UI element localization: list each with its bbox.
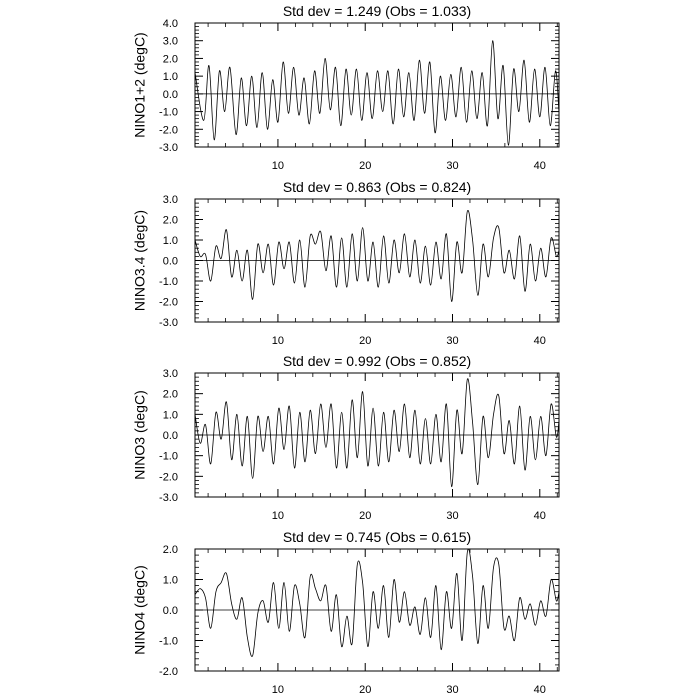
y-tick-label: 1.0	[162, 71, 178, 84]
y-tick-label: -3.0	[159, 317, 178, 329]
panel-title: Std dev = 0.863 (Obs = 0.824)	[282, 179, 472, 195]
x-tick-label: 20	[359, 335, 372, 347]
x-tick-label: 20	[359, 510, 372, 522]
y-tick-label: -2.0	[159, 666, 178, 678]
y-tick-label: 1.0	[162, 409, 178, 422]
panel-1	[132, 3, 559, 172]
panel-3	[132, 353, 559, 522]
y-tick-label: -3.0	[159, 492, 178, 504]
y-tick-label: 2.0	[162, 388, 178, 401]
y-axis-label: NINO3.4 (degC)	[131, 209, 148, 312]
x-tick-label: 20	[359, 160, 372, 172]
panel-4	[132, 529, 559, 696]
x-tick-label: 30	[446, 684, 459, 696]
series-line-1	[195, 41, 559, 146]
y-axis-label: NINO4 (degC)	[131, 565, 148, 655]
y-tick-label: -1.0	[159, 106, 178, 119]
x-tick-label: 30	[446, 335, 459, 347]
x-tick-label: 40	[533, 510, 546, 522]
y-tick-label: 3.0	[162, 368, 178, 380]
y-tick-label: 4.0	[162, 18, 178, 30]
series-line-1	[195, 549, 559, 657]
y-axis-label: NINO1+2 (degC)	[131, 32, 148, 138]
x-tick-label: 40	[533, 684, 546, 696]
x-tick-label: 40	[533, 335, 546, 347]
y-tick-label: 0.0	[162, 605, 178, 617]
y-tick-label: -2.0	[159, 471, 178, 484]
y-tick-label: 3.0	[162, 35, 178, 48]
y-tick-label: -1.0	[159, 635, 178, 648]
x-tick-label: 30	[446, 160, 459, 172]
y-tick-label: 0.0	[162, 430, 178, 442]
y-tick-label: 0.0	[162, 88, 178, 101]
series-line-1	[195, 210, 559, 301]
y-tick-label: 1.0	[162, 235, 178, 247]
panel-2	[132, 179, 559, 347]
panel-title: Std dev = 1.249 (Obs = 1.033)	[282, 3, 472, 19]
y-tick-label: -2.0	[159, 124, 178, 137]
x-tick-label: 10	[271, 510, 285, 522]
x-tick-label: 30	[446, 510, 459, 522]
y-tick-label: -1.0	[159, 450, 178, 463]
y-tick-label: 3.0	[162, 194, 178, 206]
panel-title: Std dev = 0.992 (Obs = 0.852)	[282, 353, 472, 369]
y-tick-label: 0.0	[162, 255, 178, 268]
x-tick-label: 10	[271, 335, 285, 347]
x-tick-label: 10	[271, 160, 285, 172]
y-tick-label: -3.0	[159, 142, 178, 154]
y-tick-label: 2.0	[162, 544, 178, 556]
x-tick-label: 40	[533, 160, 546, 172]
x-tick-label: 10	[271, 684, 285, 696]
y-axis-label: NINO3 (degC)	[131, 390, 148, 480]
series-line-1	[195, 379, 559, 487]
x-tick-label: 20	[359, 684, 372, 696]
y-tick-label: 2.0	[162, 53, 178, 66]
y-tick-label: -1.0	[159, 276, 178, 288]
y-tick-label: 1.0	[162, 574, 178, 587]
y-tick-label: 2.0	[162, 214, 178, 227]
panel-title: Std dev = 0.745 (Obs = 0.615)	[282, 529, 472, 545]
y-tick-label: -2.0	[159, 296, 178, 309]
